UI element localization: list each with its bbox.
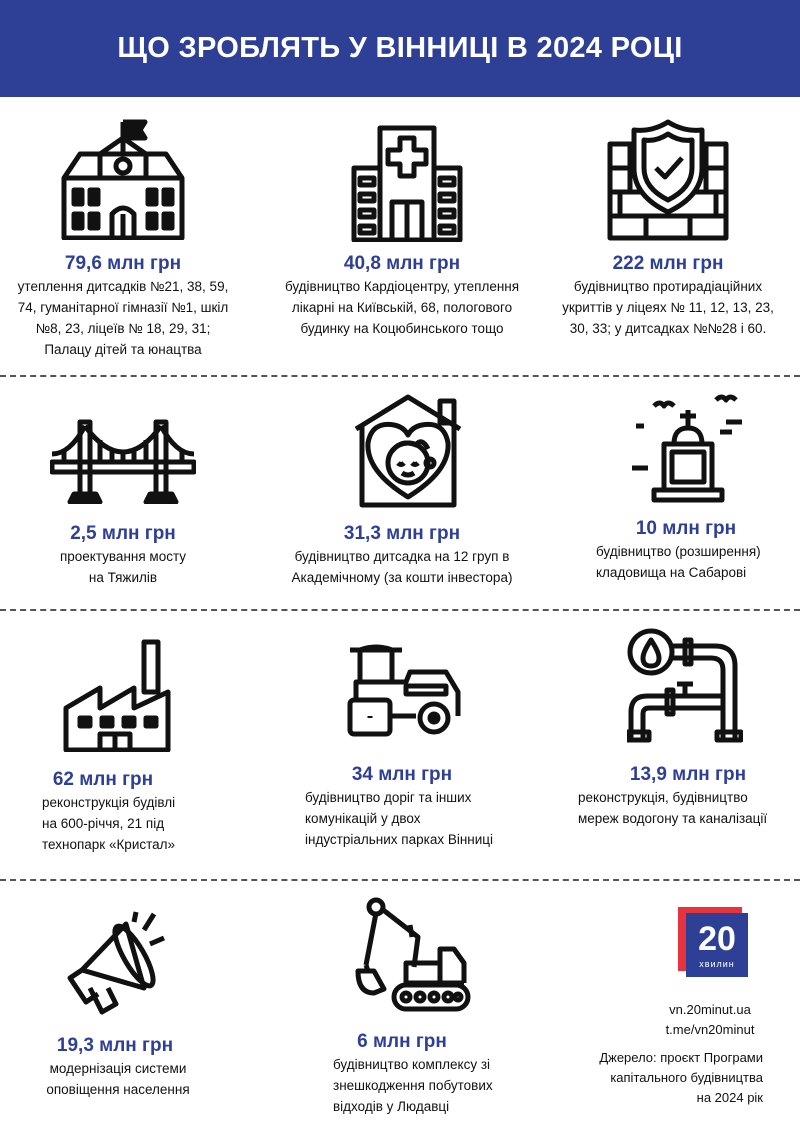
item-description: реконструкція, будівництво мереж водогону та каналізації — [578, 790, 768, 826]
road-roller-icon — [346, 642, 466, 738]
item-description: будівництво Кардіоцентру, утеплення лікарні на Київській, 68, пологового будинку на Коцюбинського тощо — [284, 279, 520, 336]
item-description: утеплення дитсадків №21, 38, 59, 74, гуманітарної гімназії №1, шкіл №8, 23, ліцеїв № 18, 29, 31; Палацу дітей та юнацтва — [17, 279, 229, 357]
logo-number: 20 — [698, 920, 736, 958]
item-amount: 2,5 млн грн — [70, 523, 176, 544]
item-amount: 31,3 млн грн — [343, 523, 461, 544]
item-amount: 40,8 млн грн — [343, 253, 461, 274]
site-link[interactable]: vn.20minut.ua — [669, 1002, 751, 1017]
item-amount: 222 млн грн — [612, 253, 724, 274]
item-description: будівництво протирадіаційних укриттів у ліцеях № 11, 12, 13, 23, 30, 33; у дитсадках №№28 і 60. — [562, 279, 774, 336]
page-title: ЩО ЗРОБЛЯТЬ У ВІННИЦІ В 2024 РОЦІ — [117, 32, 683, 64]
item-amount: 79,6 млн грн — [64, 253, 182, 274]
item-description: будівництво комплексу зі знешкодження побутових відходів у Людавці — [333, 1057, 493, 1114]
header-banner — [0, 0, 800, 97]
megaphone-icon — [64, 908, 168, 1018]
item-amount: 19,3 млн грн — [56, 1035, 174, 1056]
grave-icon — [624, 392, 750, 504]
item-amount: 10 млн грн — [635, 518, 737, 539]
divider — [0, 375, 800, 377]
school-building-icon — [60, 118, 186, 240]
item-description: будівництво доріг та інших комунікацій у двох індустріальних парках Вінниці — [305, 790, 494, 847]
item-description: модернізація системи оповіщення населення — [46, 1061, 190, 1097]
divider — [0, 609, 800, 611]
item-amount: 13,9 млн грн — [629, 764, 747, 785]
hospital-icon — [350, 124, 464, 242]
bridge-icon — [50, 418, 196, 504]
telegram-link[interactable]: t.me/vn20minut — [665, 1022, 755, 1037]
logo-blue-shape — [686, 913, 748, 977]
logo-word: хвилин — [699, 959, 735, 969]
divider — [0, 879, 800, 881]
water-pipes-icon — [627, 628, 743, 746]
excavator-icon — [354, 897, 472, 1015]
shield-wall-icon — [606, 118, 730, 242]
item-description: будівництво (розширення) кладовища на Сабарові — [596, 544, 761, 580]
factory-icon — [62, 638, 172, 752]
item-amount: 62 млн грн — [52, 769, 154, 790]
item-amount: 6 млн грн — [357, 1031, 447, 1052]
kindergarten-icon — [352, 393, 464, 509]
logo-20-hvylyn — [678, 907, 748, 977]
item-description: будівництво дитсадка на 12 груп в Академічному (за кошти інвестора) — [291, 549, 513, 585]
site-links — [640, 1000, 780, 1040]
item-amount: 34 млн грн — [351, 764, 453, 785]
item-description: реконструкція будівлі на 600-річчя, 21 під технопарк «Кристал» — [42, 795, 176, 852]
item-description: проектування мосту на Тяжилів — [59, 549, 187, 585]
source-note: Джерело: проєкт Програми капітального будівництва на 2024 рік — [599, 1050, 763, 1105]
